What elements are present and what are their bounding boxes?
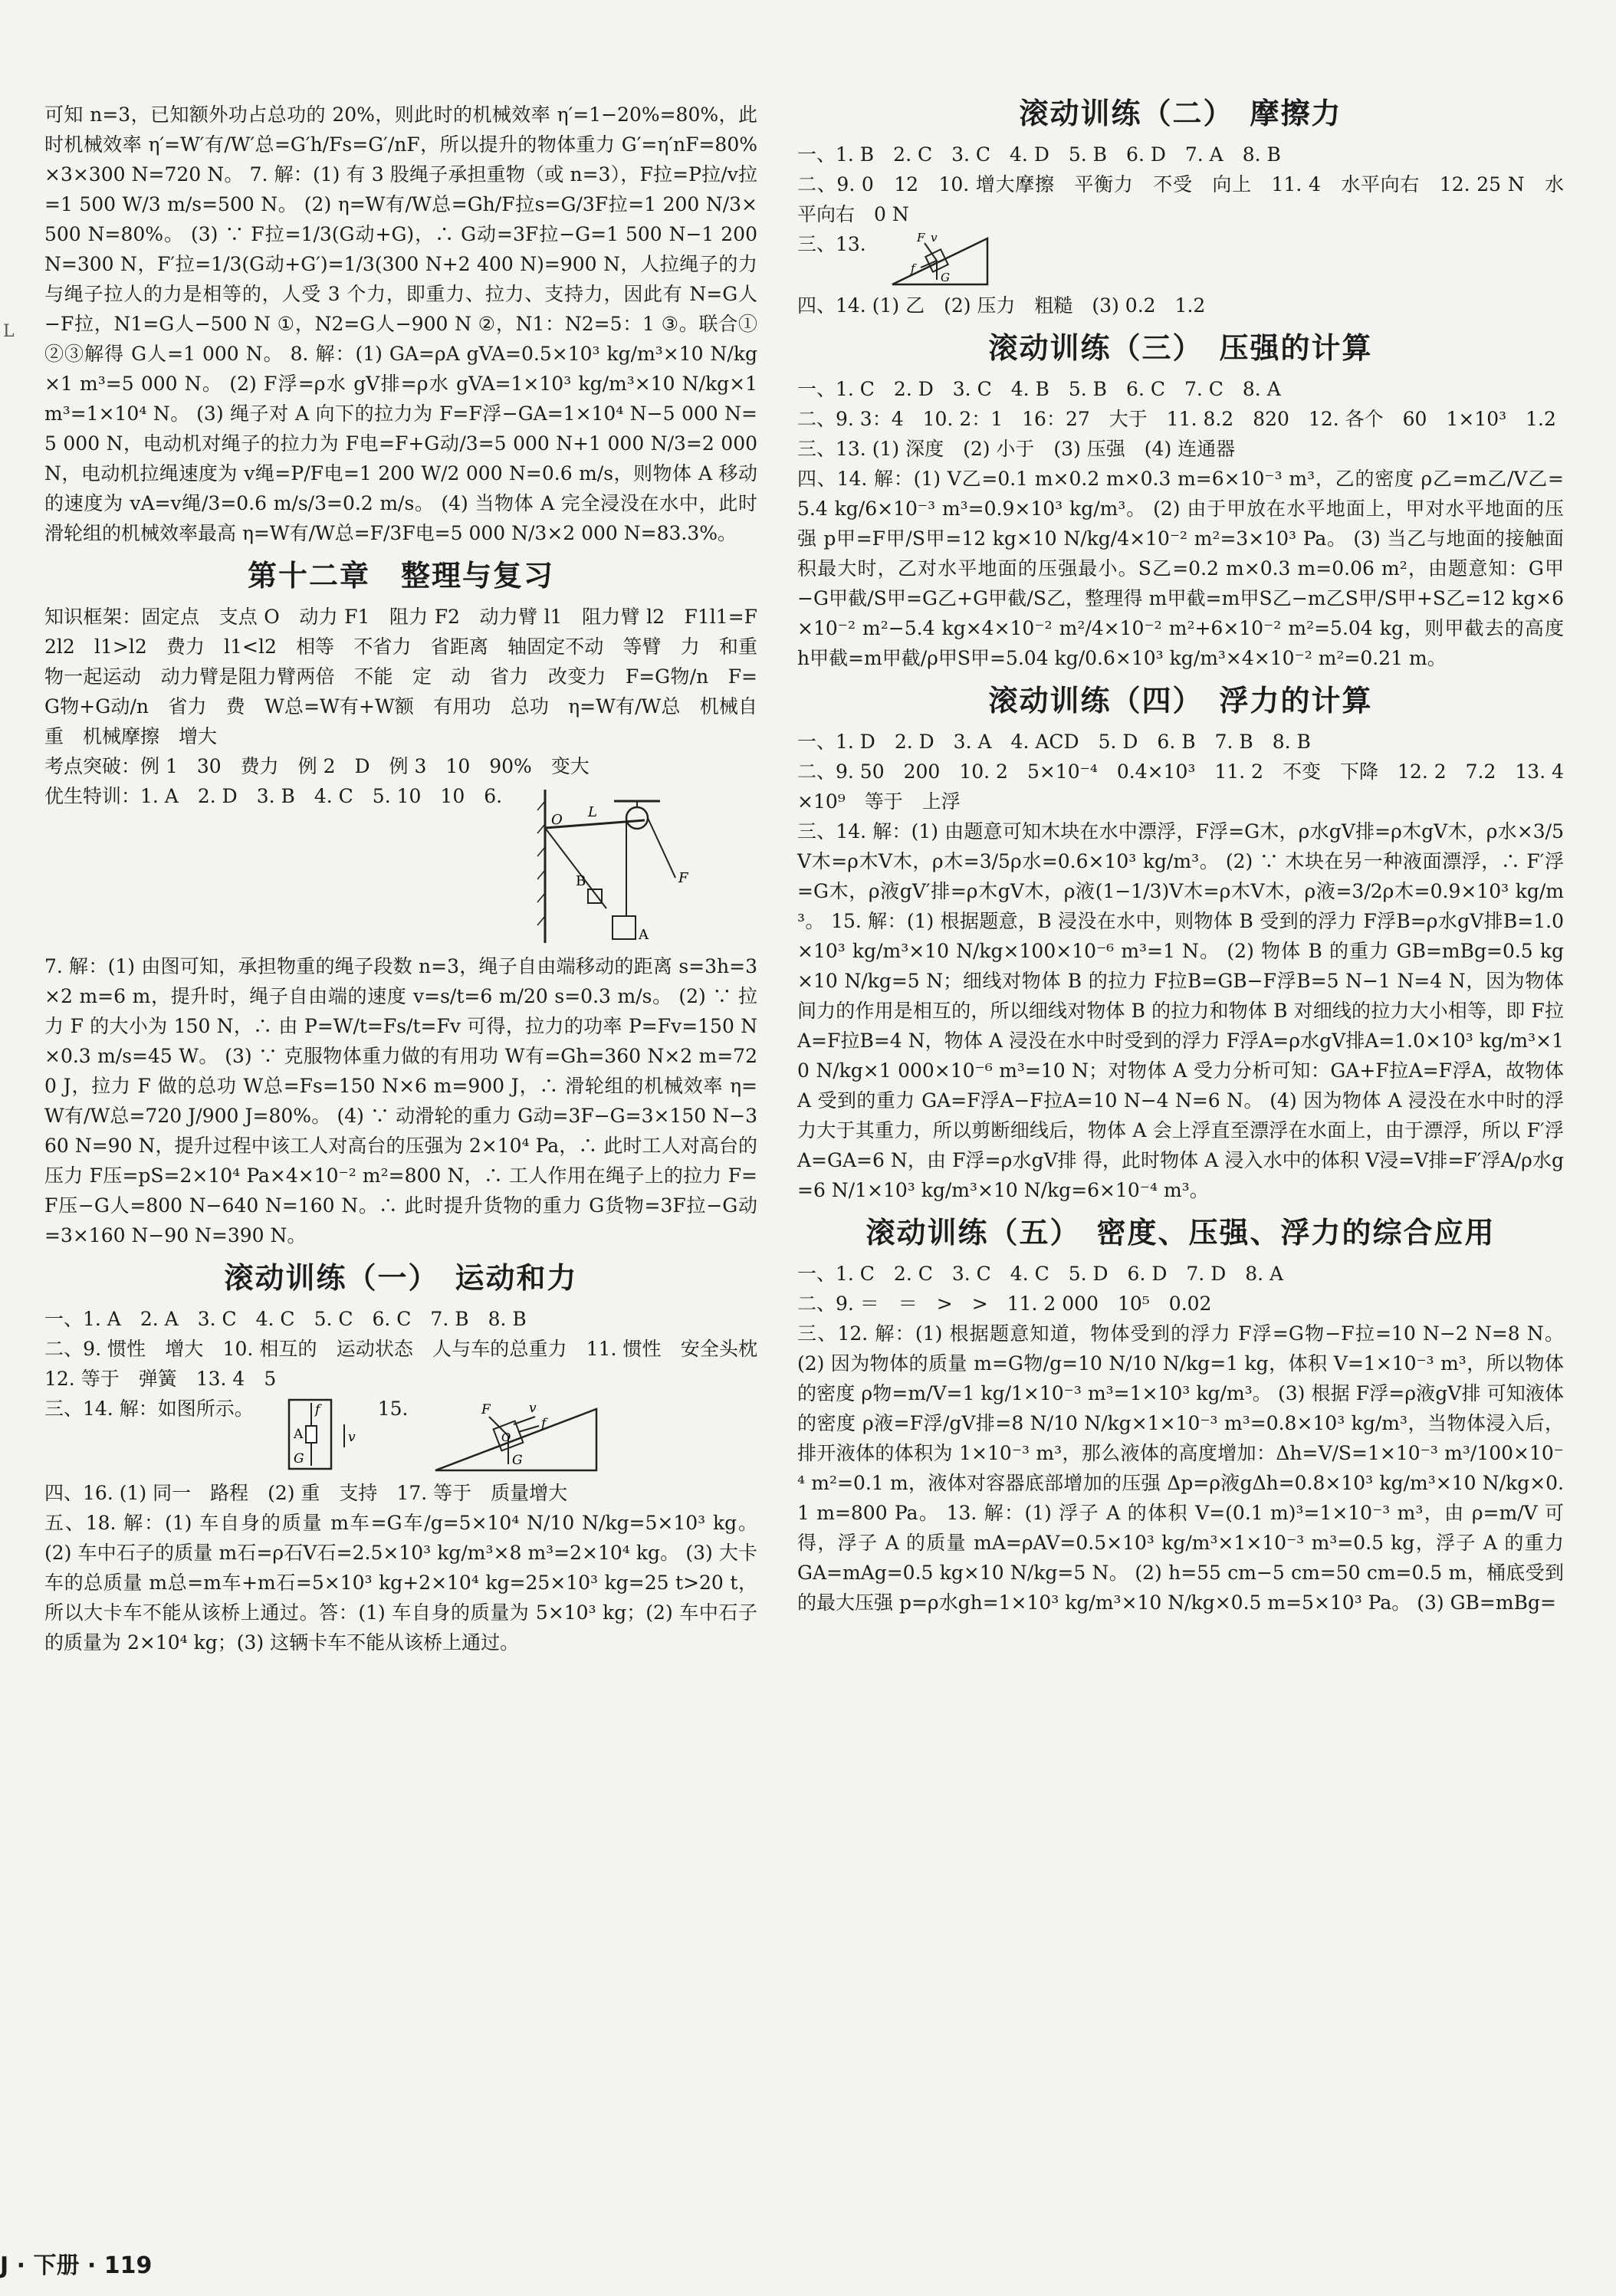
answer-line: 三、14. 解：如图所示。 [44, 1398, 254, 1420]
label-v: v [930, 231, 938, 245]
answer-text: 四、14. 解：(1) V乙=0.1 m×0.2 m×0.3 m=6×10⁻³ m³，乙的密度 ρ乙=m乙/V乙=5.4 kg/6×10⁻³ m³=0.9×10³ kg/m³。 (2) 由于甲放在水平地面上，甲对水平地面的压强 p甲=F甲/S甲=12 kg×10 N/kg/4×10⁻² m²=3×10³ Pa。 (3) 当乙与地面的接触面积最大时，乙对水平地面的压强最小。S乙=0.2 m×0.3 m=0.06 m²，由题意知：G甲−G甲截/S甲=G乙+G甲截/S乙，整理得 m甲截=m甲S乙−m乙S甲/S甲+S乙=12 kg×6×10⁻² m²−5.4 kg×4×10⁻² m²/4×10⁻² m²+6×10⁻² m²=5.04 kg，则甲截去的高度 h甲截=m甲截/ρ甲S甲=5.04 kg/0.6×10³ kg/m³×4×10⁻² m²=0.21 m。 [797, 468, 1570, 669]
label-l: L [588, 804, 598, 820]
answer-text: 三、12. 解：(1) 根据题意知道，物体受到的浮力 F浮=G物−F拉=10 N−2 N=8 N。 (2) 因为物体的质量 m=G物/g=10 N/10 N/kg=1 kg，体积 V=1×10⁻³ m³，所以物体的密度 ρ物=m/V=1 kg/1×10⁻³ m³=1×10³ kg/m³。 (3) 根据 F浮=ρ液gV排 可知液体的密度 ρ液=F浮/gV排=8 N/10 N/kg×1×10⁻³ m³=0.8×10³ kg/m³，当物体浸入后，排开液体的体积为 1×10⁻³ m³，那么液体的高度增加：Δh=V/S=1×10⁻³ m³/100×10⁻⁴ m²=0.1 m，液体对容器底部增加的压强 Δp=ρ液gΔh=0.8×10³ kg/m³×10 N/kg×0.1 m=800 Pa。 13. 解：(1) 浮子 A 的体积 V=(0.1 m)³=1×10⁻³ m³，由 ρ=m/V 可得，浮子 A 的质量 mA=ρAV=0.5×10³ kg/m³×1×10⁻³ m³=0.5 kg，浮子 A 的重力 GA=mAg=0.5 kg×10 N/kg=5 N。 (2) h=55 cm−5 cm=50 cm=0.5 m，桶底受到的最大压强 p=ρ水gh=1×10³ kg/m³×10 N/kg×0.5 m=5×10³ Pa。 (3) GB=mBg= [797, 1322, 1570, 1614]
answer-line: 15. [377, 1398, 409, 1420]
answer-line: 三、13. (1) 深度 (2) 小于 (3) 压强 (4) 连通器 [797, 438, 1236, 460]
lever-pulley-figure [522, 786, 714, 947]
answer-figures-row [44, 1394, 757, 1478]
velocity-arrow [514, 1417, 535, 1424]
answer-text: 7. 解：(1) 由图可知，承担物重的绳子段数 n=3，绳子自由端移动的距离 s=3h=3×2 m=6 m，提升时，绳子自由端的速度 v=s/t=6 m/20 s=0.3 m/s。 (2) ∵ 拉力 F 的大小为 150 N，∴ 由 P=W/t=Fs/t=Fv 可得，拉力的功率 P=Fv=150 N×0.3 m/s=45 W。 (3) ∵ 克服物体重力做的有用功 W有=Gh=360 N×2 m=720 J，拉力 F 做的总功 W总=Fs=150 N×6 m=900 J，∴ 滑轮组的机械效率 η=W有/W总=720 J/900 J=80%。 (4) ∵ 动滑轮的重力 G动=3F−G=3×150 N−360 N=90 N，提升过程中该工人对高台的压强为 2×10⁴ Pa，∴ 此时工人对高台的压力 F压=pS=2×10⁴ Pa×4×10⁻² m²=800 N，∴ 工人作用在绳子上的拉力 F=F压−G人=800 N−640 N=160 N。∴ 此时提升货物的重力 G货物=3F拉−G动=3×160 N−90 N=390 N。 [44, 955, 757, 1247]
knowledge-framework: 知识框架：固定点 支点 O 动力 F1 阻力 F2 动力臂 l1 阻力臂 l2 F1l1=F2l2 l1>l2 费力 l1<l2 相等 不省力 省距离 轴固定不动 等臂 力 和重物一起运动 动力臂是阻力臂两倍 不能 定 动 省力 改变力 F=G物/n F=G物+G动/n 省力 费 W总=W有+W额 有用功 总功 η=W有/W总 机械自重 机械摩擦 增大 [44, 606, 757, 747]
answer-text: 二、9. 惯性 增大 10. 相互的 运动状态 人与车的总重力 11. 惯性 安全头枕 12. 等于 弹簧 13. 4 5 [44, 1338, 777, 1390]
answer-line: 一、1. D 2. D 3. A 4. ACD 5. D 6. B 7. B 8. B [797, 731, 1311, 753]
label-f-lower: f [910, 261, 915, 275]
answer-line: 三、13. [797, 233, 866, 255]
answer-text: 二、9. 50 200 10. 2 5×10⁻⁴ 0.4×10³ 11. 2 不变 下降 12. 2 7.2 13. 4×10⁹ 等于 上浮 [797, 760, 1564, 813]
label-v: v [347, 1430, 356, 1445]
answer-text: 二、9. 3：4 10. 2：1 16：27 大于 11. 8.2 820 12. 各个 60 1×10³ 1.2 [797, 408, 1556, 430]
force-diagram-15 [428, 1394, 604, 1478]
brace-line [545, 828, 606, 908]
section-heading: 滚动训练（五） 密度、压强、浮力的综合应用 [865, 1216, 1496, 1250]
section-heading: 滚动训练（四） 浮力的计算 [988, 684, 1373, 718]
label-a: A [293, 1427, 303, 1442]
label-a: A [639, 927, 649, 943]
label-f: F [678, 870, 688, 886]
answer-with-figure [44, 781, 757, 951]
section-heading: 第十二章 整理与复习 [247, 559, 554, 593]
incline [892, 238, 987, 284]
answer-text: 三、14. 解：(1) 由题意可知木块在水中漂浮，F浮=G木，ρ水gV排=ρ木gV木，ρ水×3/5V木=ρ木V木，ρ木=3/5ρ水=0.6×10³ kg/m³。 (2) ∵ 木块在另一种液面漂浮，∴ F′浮=G木，ρ液gV′排=ρ木gV木，ρ液(1−1/3)V木=ρ木V木，ρ液=3/2ρ木=0.9×10³ kg/m³。 15. 解：(1) 根据题意，B 浸没在水中，则物体 B 受到的浮力 F浮B=ρ水gV排B=1.0×10³ kg/m³×10 N/kg×100×10⁻⁶ m³=1 N。 (2) 物体 B 的重力 GB=mBg=0.5 kg×10 N/kg=5 N；细线对物体 B 的拉力 F拉B=GB−F浮B=5 N−1 N=4 N，因为物体间力的作用是相互的，所以细线对物体 B 的拉力和物体 B 对细线的拉力大小相等，即 F拉A=F拉B=4 N，物体 A 浸没在水中时受到的浮力 F浮A=ρ水gV排A=1.0×10³ kg/m³×10 N/kg×1 000×10⁻⁶ m³=10 N；对物体 A 受力分析可知：GA+F拉A=F浮A，故物体 A 受到的重力 GA=F浮A−F拉A=10 N−4 N=6 N。 (4) 因为物体 A 浸没在水中时的浮力大于其重力，所以剪断细线后，物体 A 会上浮直至漂浮在水面上，由于漂浮，所以 F′浮A=GA=6 N，由 F浮=ρ水gV排 得，此时物体 A 浸入水中的体积 V浸=V排=F′浮A/ρ水g=6 N/1×10³ kg/m³×10 N/kg=6×10⁻⁴ m³。 [797, 820, 1570, 1201]
answer-line: 四、14. (1) 乙 (2) 压力 粗糙 (3) 0.2 1.2 [797, 294, 1206, 317]
answer-text: 可知 n=3，已知额外功占总功的 20%，则此时的机械效率 η′=1−20%=80%，此时机械效率 η′=W′有/W′总=G′h/Fs=G′/nF，所以提升的物体重力 G′=η′nF=80%×3×300 N=720 N。 7. 解：(1) 有 3 股绳子承担重物（或 n=3），F拉=P拉/v拉=1 500 W/3 m/s=500 N。 (2) η=W有/W总=Gh/F拉s=G/3F拉=1 200 N/3×500 N=80%。 (3) ∵ F拉=1/3(G动+G)，∴ G动=3F拉−G=1 500 N−1 200 N=300 N，F′拉=1/3(G动+G′)=1/3(300 N+2 400 N)=900 N，人拉绳子的力与绳子拉人的力是相等的，人受 3 个力，即重力、拉力、支持力，因此有 N=G人−F拉，N1=G人−500 N ①，N2=G人−900 N ②，N1：N2=5：1 ③。联合①②③解得 G人=1 000 N。 8. 解：(1) GA=ρA gVA=0.5×10³ kg/m³×10 N/kg×1 m³=5 000 N。 (2) F浮=ρ水 gV排=ρ水 gVA=1×10³ kg/m³×10 N/kg×1 m³=1×10⁴ N。 (3) 绳子对 A 向下的拉力为 F=F浮−GA=1×10⁴ N−5 000 N=5 000 N，电动机对绳子的拉力为 F电=F+G动/3=5 000 N+1 000 N/3=2 000 N，电动机拉绳速度为 v绳=P/F电=1 200 W/2 000 N=0.6 m/s，则物体 A 移动的速度为 vA=v绳/3=0.6 m/s/3=0.2 m/s。 (4) 当物体 A 完全浸没在水中，此时滑轮组的机械效率最高 η=W有/W总=F/3F电=5 000 N/3×2 000 N=83.3%。 [44, 103, 764, 544]
answer-line: 一、1. A 2. A 3. C 4. C 5. C 6. C 7. B 8. B [44, 1308, 527, 1330]
label-f-upper: F [481, 1402, 491, 1417]
label-f-upper: F [916, 231, 925, 245]
label-g: G [512, 1453, 524, 1468]
block-a-square [306, 1426, 317, 1443]
force-diagram-14 [274, 1394, 358, 1478]
label-v: v [529, 1401, 537, 1416]
label-f-lower: f [541, 1416, 547, 1431]
answer-line: 考点突破：例 1 30 费力 例 2 D 例 3 10 90% 变大 [44, 755, 590, 777]
label-g: G [293, 1451, 304, 1467]
label-g: G [940, 271, 950, 284]
label-b: B [576, 873, 586, 889]
left-column [44, 100, 777, 1657]
label-o: O [551, 812, 563, 828]
section-heading: 滚动训练（一） 运动和力 [224, 1261, 578, 1295]
block-a [613, 916, 636, 939]
label-o: O [501, 1430, 511, 1444]
answer-line: 四、16. (1) 同一 路程 (2) 重 支持 17. 等于 质量增大 [44, 1482, 568, 1504]
answer-line: 一、1. C 2. D 3. C 4. B 5. B 6. C 7. C 8. A [797, 378, 1281, 400]
answer-line: 二、9. ＝ ＝ > > 11. 2 000 10⁵ 0.02 [797, 1293, 1212, 1315]
answer-line: 优生特训：1. A 2. D 3. B 4. C 5. 10 10 6. [44, 785, 503, 807]
answer-with-figure [797, 229, 1564, 291]
answer-text: 二、9. 0 12 10. 增大摩擦 平衡力 不受 向上 11. 4 水平向右 12. 25 N 水平向右 0 N [797, 173, 1564, 225]
block-b [588, 889, 602, 903]
section-heading: 滚动训练（二） 摩擦力 [1019, 97, 1342, 130]
page-footer: J · 下册 · 119 [0, 2252, 153, 2279]
rope-pull-line [648, 818, 675, 878]
label-f: f [314, 1402, 320, 1417]
answer-text: 五、18. 解：(1) 车自身的质量 m车=G车/g=5×10⁴ N/10 N/kg=5×10³ kg。 (2) 车中石子的质量 m石=ρ石V石=2.5×10³ kg/m³×8 m³=2×10⁴ kg。 (3) 大卡车的总质量 m总=m车+m石=5×10³ kg+2×10⁴ kg=25×10³ kg=25 t>20 t，所以大卡车不能从该桥上通过。答：(1) 车自身的质量为 5×10³ kg；(2) 车中石子的质量为 2×10⁴ kg；(3) 这辆卡车不能从该桥上通过。 [44, 1512, 764, 1654]
pulley-wheel [626, 807, 648, 829]
section-heading: 滚动训练（三） 压强的计算 [988, 331, 1373, 365]
right-column [797, 97, 1570, 1618]
answer-line: 一、1. C 2. C 3. C 4. C 5. D 6. D 7. D 8. A [797, 1263, 1284, 1285]
incline-force-diagram [886, 229, 994, 291]
edge-mark: L [3, 322, 15, 341]
answer-line: 一、1. B 2. C 3. C 4. D 5. B 6. D 7. A 8. B [797, 143, 1281, 166]
